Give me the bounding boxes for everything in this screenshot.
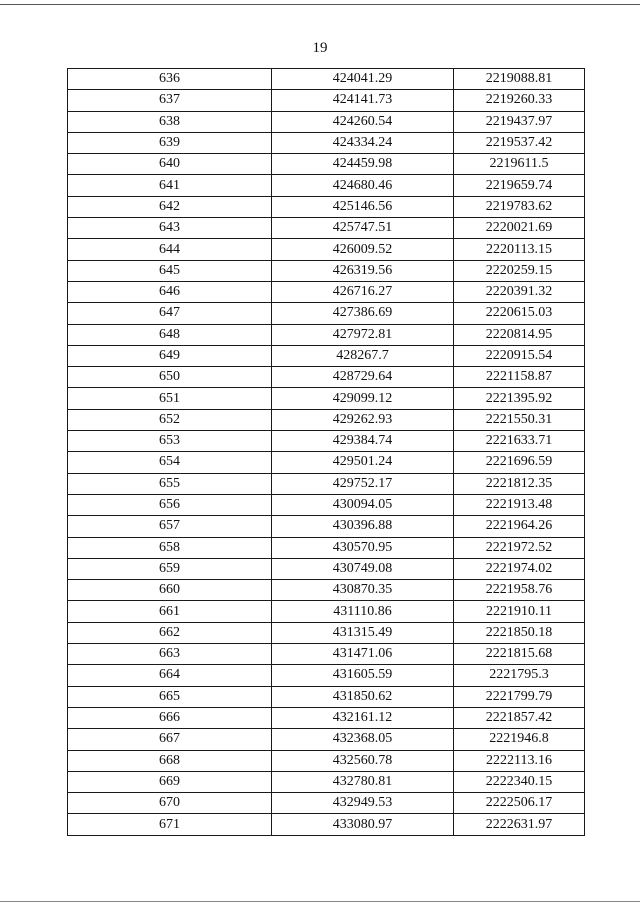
y-coordinate-cell: 2221946.8 [454, 729, 585, 750]
x-coordinate-cell: 432161.12 [272, 707, 454, 728]
x-coordinate-cell: 427386.69 [272, 303, 454, 324]
y-coordinate-cell: 2221812.35 [454, 473, 585, 494]
point-number-cell: 637 [68, 90, 272, 111]
x-coordinate-cell: 430870.35 [272, 580, 454, 601]
table-row [68, 814, 585, 835]
table-row [68, 111, 585, 132]
table-row [68, 239, 585, 260]
table-row [68, 409, 585, 430]
x-coordinate-cell: 432560.78 [272, 750, 454, 771]
point-number-cell: 643 [68, 218, 272, 239]
point-number-cell: 647 [68, 303, 272, 324]
x-coordinate-cell: 424141.73 [272, 90, 454, 111]
y-coordinate-cell: 2220259.15 [454, 260, 585, 281]
table-row [68, 644, 585, 665]
y-coordinate-cell: 2221857.42 [454, 707, 585, 728]
y-coordinate-cell: 2221958.76 [454, 580, 585, 601]
point-number-cell: 657 [68, 516, 272, 537]
y-coordinate-cell: 2220021.69 [454, 218, 585, 239]
point-number-cell: 663 [68, 644, 272, 665]
point-number-cell: 666 [68, 707, 272, 728]
point-number-cell: 650 [68, 367, 272, 388]
bottom-border-line [0, 901, 640, 902]
table-row [68, 558, 585, 579]
x-coordinate-cell: 432949.53 [272, 793, 454, 814]
point-number-cell: 671 [68, 814, 272, 835]
x-coordinate-cell: 430570.95 [272, 537, 454, 558]
point-number-cell: 641 [68, 175, 272, 196]
table-row [68, 218, 585, 239]
point-number-cell: 639 [68, 132, 272, 153]
table-row [68, 771, 585, 792]
y-coordinate-cell: 2219783.62 [454, 196, 585, 217]
table-row [68, 793, 585, 814]
x-coordinate-cell: 429262.93 [272, 409, 454, 430]
point-number-cell: 661 [68, 601, 272, 622]
x-coordinate-cell: 426009.52 [272, 239, 454, 260]
table-row [68, 345, 585, 366]
x-coordinate-cell: 431471.06 [272, 644, 454, 665]
x-coordinate-cell: 429501.24 [272, 452, 454, 473]
y-coordinate-cell: 2219537.42 [454, 132, 585, 153]
table-row [68, 367, 585, 388]
y-coordinate-cell: 2221850.18 [454, 622, 585, 643]
table-row [68, 580, 585, 601]
point-number-cell: 656 [68, 494, 272, 515]
x-coordinate-cell: 425146.56 [272, 196, 454, 217]
point-number-cell: 653 [68, 431, 272, 452]
table-row [68, 516, 585, 537]
y-coordinate-cell: 2221795.3 [454, 665, 585, 686]
x-coordinate-cell: 428729.64 [272, 367, 454, 388]
table-row [68, 622, 585, 643]
x-coordinate-cell: 425747.51 [272, 218, 454, 239]
x-coordinate-cell: 432780.81 [272, 771, 454, 792]
x-coordinate-cell: 433080.97 [272, 814, 454, 835]
table-row [68, 452, 585, 473]
table-row [68, 324, 585, 345]
y-coordinate-cell: 2221550.31 [454, 409, 585, 430]
y-coordinate-cell: 2221913.48 [454, 494, 585, 515]
x-coordinate-cell: 431850.62 [272, 686, 454, 707]
table-row [68, 90, 585, 111]
table-row [68, 707, 585, 728]
table-row [68, 388, 585, 409]
y-coordinate-cell: 2222340.15 [454, 771, 585, 792]
x-coordinate-cell: 426716.27 [272, 281, 454, 302]
y-coordinate-cell: 2220814.95 [454, 324, 585, 345]
table-row [68, 260, 585, 281]
point-number-cell: 665 [68, 686, 272, 707]
y-coordinate-cell: 2219659.74 [454, 175, 585, 196]
point-number-cell: 645 [68, 260, 272, 281]
table-row [68, 196, 585, 217]
table-row [68, 729, 585, 750]
y-coordinate-cell: 2221974.02 [454, 558, 585, 579]
point-number-cell: 644 [68, 239, 272, 260]
y-coordinate-cell: 2219437.97 [454, 111, 585, 132]
y-coordinate-cell: 2220615.03 [454, 303, 585, 324]
point-number-cell: 664 [68, 665, 272, 686]
point-number-cell: 651 [68, 388, 272, 409]
x-coordinate-cell: 424459.98 [272, 154, 454, 175]
table-row [68, 665, 585, 686]
page-number: 19 [312, 40, 328, 56]
x-coordinate-cell: 430396.88 [272, 516, 454, 537]
x-coordinate-cell: 430749.08 [272, 558, 454, 579]
x-coordinate-cell: 427972.81 [272, 324, 454, 345]
coordinate-table-body [68, 69, 585, 836]
point-number-cell: 670 [68, 793, 272, 814]
table-row [68, 431, 585, 452]
point-number-cell: 649 [68, 345, 272, 366]
table-row [68, 132, 585, 153]
top-border-line [0, 4, 640, 5]
point-number-cell: 640 [68, 154, 272, 175]
x-coordinate-cell: 429384.74 [272, 431, 454, 452]
table-row [68, 175, 585, 196]
x-coordinate-cell: 430094.05 [272, 494, 454, 515]
point-number-cell: 659 [68, 558, 272, 579]
table-row [68, 537, 585, 558]
y-coordinate-cell: 2222631.97 [454, 814, 585, 835]
point-number-cell: 667 [68, 729, 272, 750]
y-coordinate-cell: 2221972.52 [454, 537, 585, 558]
table-row [68, 494, 585, 515]
y-coordinate-cell: 2219088.81 [454, 69, 585, 90]
y-coordinate-cell: 2221815.68 [454, 644, 585, 665]
x-coordinate-cell: 431605.59 [272, 665, 454, 686]
x-coordinate-cell: 431315.49 [272, 622, 454, 643]
y-coordinate-cell: 2221158.87 [454, 367, 585, 388]
y-coordinate-cell: 2221964.26 [454, 516, 585, 537]
y-coordinate-cell: 2220113.15 [454, 239, 585, 260]
table-row [68, 473, 585, 494]
x-coordinate-cell: 428267.7 [272, 345, 454, 366]
table-row [68, 69, 585, 90]
x-coordinate-cell: 424680.46 [272, 175, 454, 196]
point-number-cell: 636 [68, 69, 272, 90]
x-coordinate-cell: 432368.05 [272, 729, 454, 750]
point-number-cell: 662 [68, 622, 272, 643]
x-coordinate-cell: 429752.17 [272, 473, 454, 494]
table-row [68, 154, 585, 175]
x-coordinate-cell: 431110.86 [272, 601, 454, 622]
point-number-cell: 638 [68, 111, 272, 132]
table-row [68, 750, 585, 771]
y-coordinate-cell: 2221633.71 [454, 431, 585, 452]
point-number-cell: 642 [68, 196, 272, 217]
point-number-cell: 654 [68, 452, 272, 473]
point-number-cell: 655 [68, 473, 272, 494]
y-coordinate-cell: 2221395.92 [454, 388, 585, 409]
coordinate-table [67, 68, 585, 836]
point-number-cell: 658 [68, 537, 272, 558]
point-number-cell: 648 [68, 324, 272, 345]
point-number-cell: 668 [68, 750, 272, 771]
x-coordinate-cell: 424041.29 [272, 69, 454, 90]
x-coordinate-cell: 424260.54 [272, 111, 454, 132]
x-coordinate-cell: 429099.12 [272, 388, 454, 409]
y-coordinate-cell: 2222506.17 [454, 793, 585, 814]
y-coordinate-cell: 2222113.16 [454, 750, 585, 771]
y-coordinate-cell: 2220915.54 [454, 345, 585, 366]
y-coordinate-cell: 2219611.5 [454, 154, 585, 175]
x-coordinate-cell: 424334.24 [272, 132, 454, 153]
table-row [68, 686, 585, 707]
table-row [68, 281, 585, 302]
table-row [68, 303, 585, 324]
y-coordinate-cell: 2221799.79 [454, 686, 585, 707]
point-number-cell: 646 [68, 281, 272, 302]
point-number-cell: 652 [68, 409, 272, 430]
point-number-cell: 660 [68, 580, 272, 601]
y-coordinate-cell: 2221910.11 [454, 601, 585, 622]
point-number-cell: 669 [68, 771, 272, 792]
y-coordinate-cell: 2221696.59 [454, 452, 585, 473]
y-coordinate-cell: 2220391.32 [454, 281, 585, 302]
y-coordinate-cell: 2219260.33 [454, 90, 585, 111]
x-coordinate-cell: 426319.56 [272, 260, 454, 281]
table-row [68, 601, 585, 622]
